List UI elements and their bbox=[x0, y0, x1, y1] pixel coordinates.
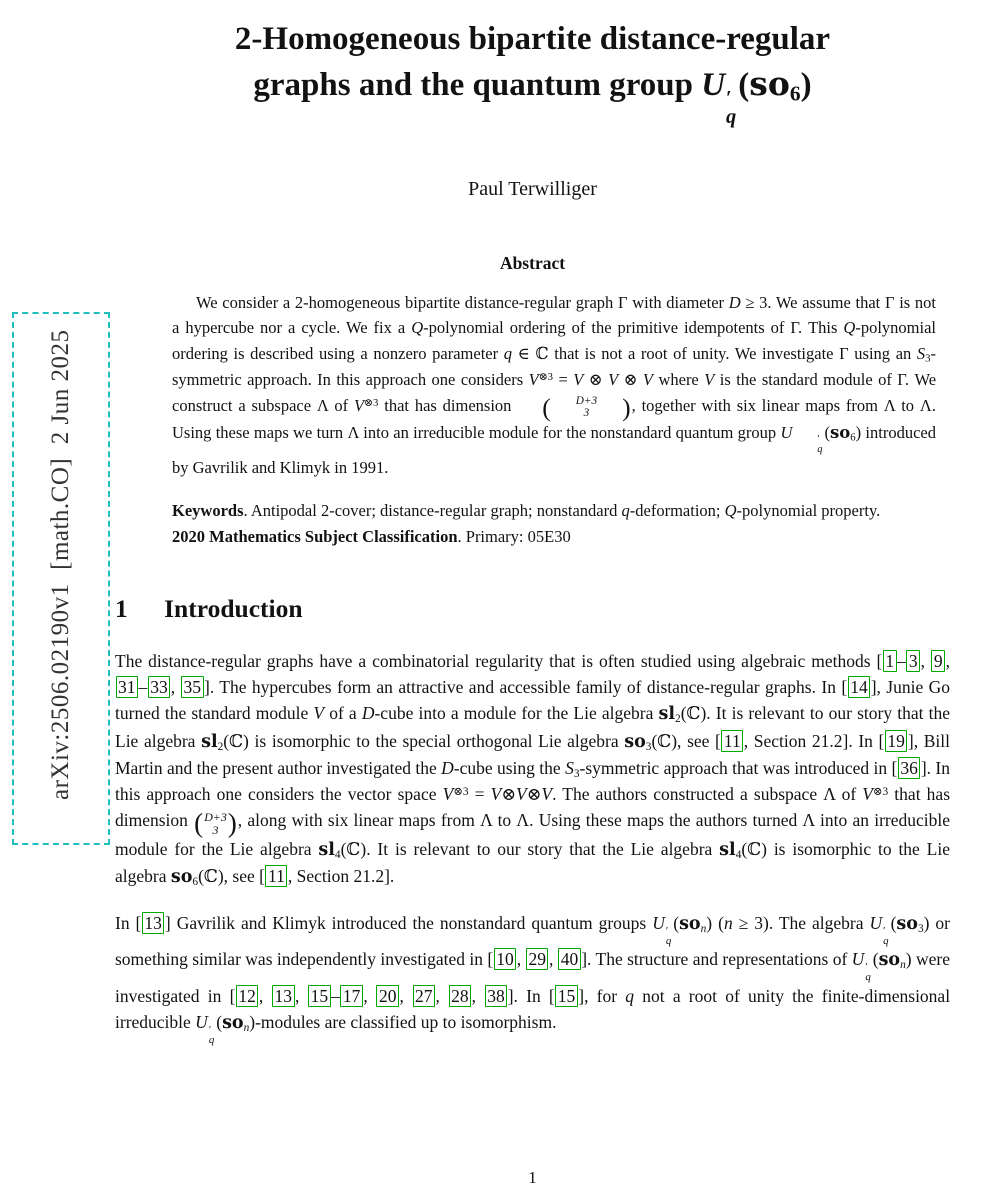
author-name: Paul Terwilliger bbox=[468, 177, 597, 200]
fraktur-math: so bbox=[829, 422, 851, 442]
page-number: 1 bbox=[528, 1168, 537, 1187]
fraktur-math: so bbox=[749, 63, 790, 103]
fraktur-math: so bbox=[878, 950, 901, 971]
fraktur-math: sl bbox=[658, 704, 675, 725]
citation-link[interactable]: 29 bbox=[526, 948, 549, 970]
citation-link[interactable]: 10 bbox=[494, 948, 517, 970]
arxiv-stamp bbox=[12, 312, 110, 845]
abstract-text: We consider a 2-homogeneous bipartite distance-regular graph Γ with diameter D ≥ 3. We assume that Γ is not a hypercube nor a cycle. We fix a Q-polynomial ordering of the primitive idempotents of Γ. This Q-polynomial ordering is described using a nonzero parameter q ∈ ℂ that is not a root of unity. We investigate Γ using an $S_3$-symmetric approach. In this approach one considers $V^{\otimes 3} = V$ ⊗ V ⊗ V where V is the standard module of Γ. We construct a subspace Λ of $V^{\otimes 3}$ that has dimension ( D+3 3 ) , together with six linear maps from Λ to Λ. Using these maps we turn Λ into an irreducible module for the nonstandard quantum group U ′ q $(so_6)$ introduced by Gavrilik and Klimyk in 1991. bbox=[172, 292, 937, 477]
prime-sub-math: ′ q bbox=[817, 434, 823, 455]
citation-link[interactable]: 17 bbox=[340, 985, 363, 1007]
keywords-line: Keywords. Antipodal 2-cover; distance-regular graph; nonstandard q-deformation; Q-polynomial property. bbox=[172, 501, 881, 521]
arxiv-stamp-text: arXiv:2506.02190v1 [math.CO] 2 Jun 2025 bbox=[47, 329, 74, 800]
citation-link[interactable]: 13 bbox=[272, 985, 295, 1007]
section-title: Introduction bbox=[164, 593, 303, 623]
citation-link[interactable]: 13 bbox=[142, 912, 165, 934]
fraktur-math: so bbox=[222, 1012, 244, 1033]
binomial-coefficient: ( D+3 3 ) bbox=[194, 808, 237, 839]
msc-line: 2020 Mathematics Subject Classification. Primary: 05E30 bbox=[172, 527, 571, 547]
abstract-heading: Abstract bbox=[499, 252, 566, 273]
title-line-2: graphs and the quantum group U ′ q $(so_6)$ bbox=[253, 63, 812, 129]
prime-sub-math: ′ q bbox=[665, 924, 672, 947]
fraktur-math: so bbox=[896, 913, 918, 934]
citation-link[interactable]: 28 bbox=[449, 985, 472, 1007]
citation-link[interactable]: 11 bbox=[265, 865, 287, 887]
title-line-1: 2-Homogeneous bipartite distance-regular bbox=[234, 21, 831, 57]
prime-sub-math: ′ q bbox=[726, 86, 737, 129]
citation-link[interactable]: 20 bbox=[376, 985, 399, 1007]
citation-link[interactable]: 27 bbox=[413, 985, 436, 1007]
fraktur-math: sl bbox=[318, 840, 335, 861]
fraktur-math: sl bbox=[719, 840, 736, 861]
citation-link[interactable]: 15 bbox=[308, 985, 331, 1007]
citation-link[interactable]: 19 bbox=[885, 730, 908, 752]
intro-paragraph-1: The distance-regular graphs have a combinatorial regularity that is often studied using algebraic methods [ 1 – 3 , 9 , 31 – 33 , 35 ]. The hypercubes form an attractive and accessible family of distance-regular graphs. In [ 14 ], Junie Go turned the standard module V of a D-cube into a module for the Lie algebra $sl_2(ℂ)$. It is relevant to our story that the Lie algebra $sl_2(ℂ)$ is isomorphic to the special orthogonal Lie algebra $so_3(ℂ)$, see [ 11 , Section 21.2]. In [ 19 ], Bill Martin and the present author investigated the D-cube using the $S_3$-symmetric approach that was introduced in [ 36 ]. In this approach one considers the vector space $V^{\otimes 3}$ = V⊗V⊗V. The authors constructed a subspace Λ of $V^{\otimes 3}$ that has dimension ( D+3 3 ) , along with six linear maps from Λ to Λ. Using these maps the authors turned Λ into an irreducible module for the Lie algebra $sl_4(ℂ)$. It is relevant to our story that the Lie algebra $sl_4(ℂ)$ is isomorphic to the Lie algebra $so_6(ℂ)$, see [ 11 , Section 21.2]. bbox=[115, 650, 951, 889]
citation-link[interactable]: 14 bbox=[848, 676, 871, 698]
binomial-coefficient: ( D+3 3 ) bbox=[542, 393, 631, 423]
paper-title bbox=[115, 18, 950, 128]
section-number: 1 bbox=[115, 593, 128, 623]
fraktur-math: sl bbox=[201, 731, 218, 752]
fraktur-math: so bbox=[170, 867, 193, 888]
citation-link[interactable]: 11 bbox=[721, 730, 743, 752]
citation-link[interactable]: 40 bbox=[558, 948, 581, 970]
citation-link[interactable]: 12 bbox=[236, 985, 259, 1007]
intro-paragraph-2: In [ 13 ] Gavrilik and Klimyk introduced the nonstandard quantum groups U ′ q $(so_n) (n \ge 3)$. The algebra U ′ q $(so_3)$ or something similar was independently investigated in [ 10 , 29 , 40 ]. The structure and representations of U ′ q $(so_n)$ were investigated in [ 12 , 13 , 15 – 17 , 20 , 27 , 28 , 38 ]. In [ 15 ], for q not a root of unity the finite-dimensional irreducible U ′ q $(so_n)$-modules are classified up to isomorphism. bbox=[115, 912, 951, 1046]
citation-link[interactable]: 15 bbox=[555, 985, 578, 1007]
abstract-section bbox=[172, 290, 936, 550]
citation-link[interactable]: 3 bbox=[906, 650, 920, 672]
section-heading-introduction bbox=[115, 594, 950, 624]
citation-link[interactable]: 1 bbox=[883, 650, 897, 672]
prime-sub-math: ′ q bbox=[865, 960, 871, 984]
paper-content bbox=[115, 18, 950, 1045]
citation-link[interactable]: 9 bbox=[931, 650, 945, 672]
fraktur-math: so bbox=[624, 731, 646, 752]
prime-sub-math: ′ q bbox=[208, 1023, 215, 1046]
citation-link[interactable]: 33 bbox=[148, 676, 171, 698]
prime-sub-math: ′ q bbox=[883, 924, 889, 947]
citation-link[interactable]: 38 bbox=[485, 985, 508, 1007]
citation-link[interactable]: 35 bbox=[181, 676, 204, 698]
citation-link[interactable]: 31 bbox=[116, 676, 139, 698]
fraktur-math: so bbox=[679, 913, 701, 934]
citation-link[interactable]: 36 bbox=[898, 757, 921, 779]
